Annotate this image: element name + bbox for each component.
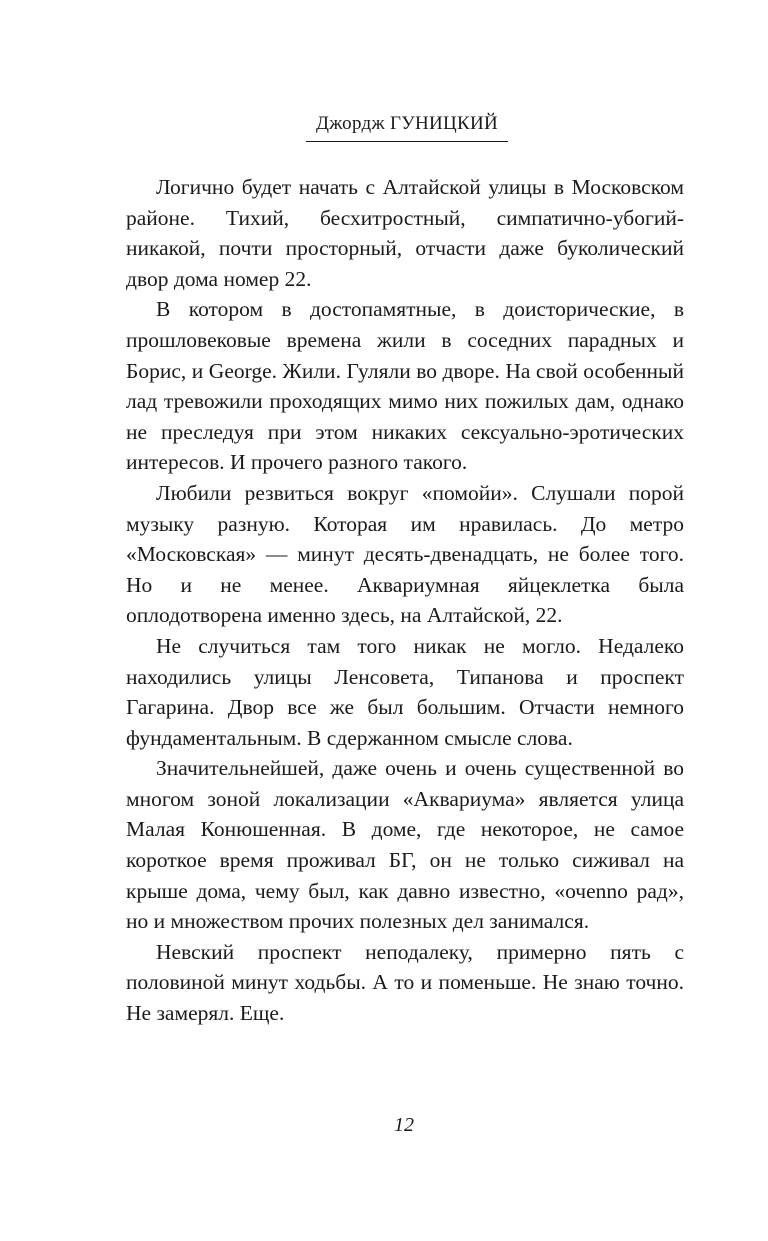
paragraph-4: Не случиться там того никак не могло. Недалеко находились улицы Ленсовета, Типанова и проспект Гагарина. Двор все же был большим. Отчасти немного фундаментальным. В сдержанном смысле слова. (126, 633, 684, 750)
paragraph-6: Невский проспект неподалеку, примерно пять с половиной минут ходьбы. А то и поменьше. Не знаю точно. Не замерял. Еще. (126, 939, 684, 1026)
paragraph-3: Любили резвиться вокруг «помойи». Слушали порой музыку разную. Которая им нравилась. До метро «Московская» — минут десять-двенадцать, не более того. Но и не менее. Аквариумная яйцеклетка была оплодотворена именно здесь, на Алтайской, 22. (126, 480, 684, 628)
paragraph-1: Логично будет начать с Алтайской улицы в Московском районе. Тихий, бесхитростный, симпатично-убогий-никакой, почти просторный, отчасти даже буколический двор дома номер 22. (126, 175, 684, 291)
page-number: 12 (394, 1114, 414, 1136)
paragraph-5: Значительнейшей, даже очень и очень существенной во многом зоной локализации «Аквариума» является улица Малая Конюшенная. В доме, где некоторое, не самое короткое время проживал БГ, он не только сиживал на крыше дома, чему был, как давно известно, «очennо рад», но и множеством прочих полезных дел занимался. (126, 756, 684, 934)
running-head: Джордж ГУНИЦКИЙ (306, 112, 508, 142)
body-text (126, 172, 684, 1029)
paragraph-2: В котором в достопамятные, в доисторические, в прошловековые времена жили в соседних парадных и Борис, и George. Жили. Гуляли во дворе. На свой особенный лад тревожили проходящих мимо них пожилых дам, однако не преследуя при этом никаких сексуально-эротических интересов. И прочего разного такого. (126, 297, 684, 475)
